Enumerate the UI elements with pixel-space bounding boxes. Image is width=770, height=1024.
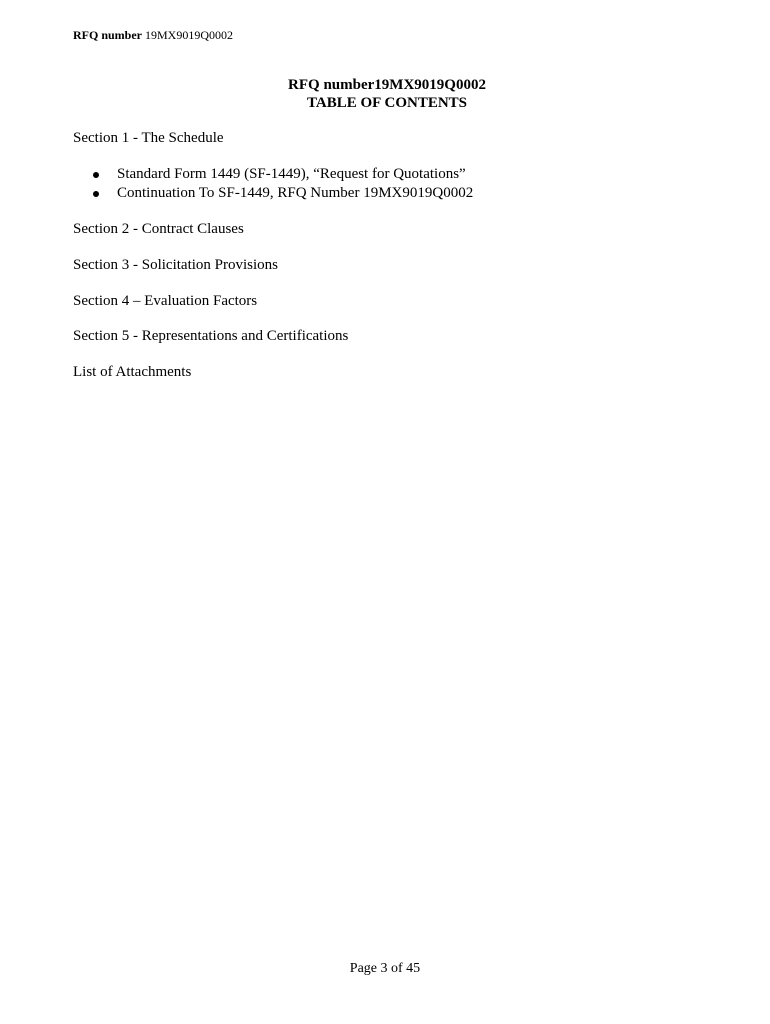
- toc-section-4: Section 4 – Evaluation Factors: [73, 293, 258, 309]
- list-item: [93, 184, 473, 203]
- title-table-of-contents: TABLE OF CONTENTS: [306, 95, 468, 111]
- list-item: [93, 165, 473, 184]
- toc-section-5: Section 5 - Representations and Certifications: [73, 328, 349, 344]
- page-title: [0, 76, 770, 112]
- list-item-text: Continuation To SF-1449, RFQ Number 19MX9019Q0002: [117, 185, 474, 201]
- section-1-item-list: [93, 165, 473, 203]
- bullet-icon: [93, 191, 99, 197]
- toc-section-1: Section 1 - The Schedule: [73, 130, 224, 146]
- bullet-icon: [93, 172, 99, 178]
- toc-section-2: Section 2 - Contract Clauses: [73, 221, 244, 237]
- toc-list-of-attachments: List of Attachments: [73, 364, 192, 380]
- running-header: [73, 27, 233, 43]
- header-rfq-number: 19MX9019Q0002: [145, 28, 234, 42]
- page-footer: [0, 960, 770, 978]
- header-label: RFQ number: [73, 28, 142, 42]
- list-item-text: Standard Form 1449 (SF-1449), “Request for Quotations”: [117, 166, 466, 182]
- title-rfq-number: RFQ number19MX9019Q0002: [288, 77, 486, 93]
- toc-section-3: Section 3 - Solicitation Provisions: [73, 257, 278, 273]
- page-number: Page 3 of 45: [349, 961, 421, 976]
